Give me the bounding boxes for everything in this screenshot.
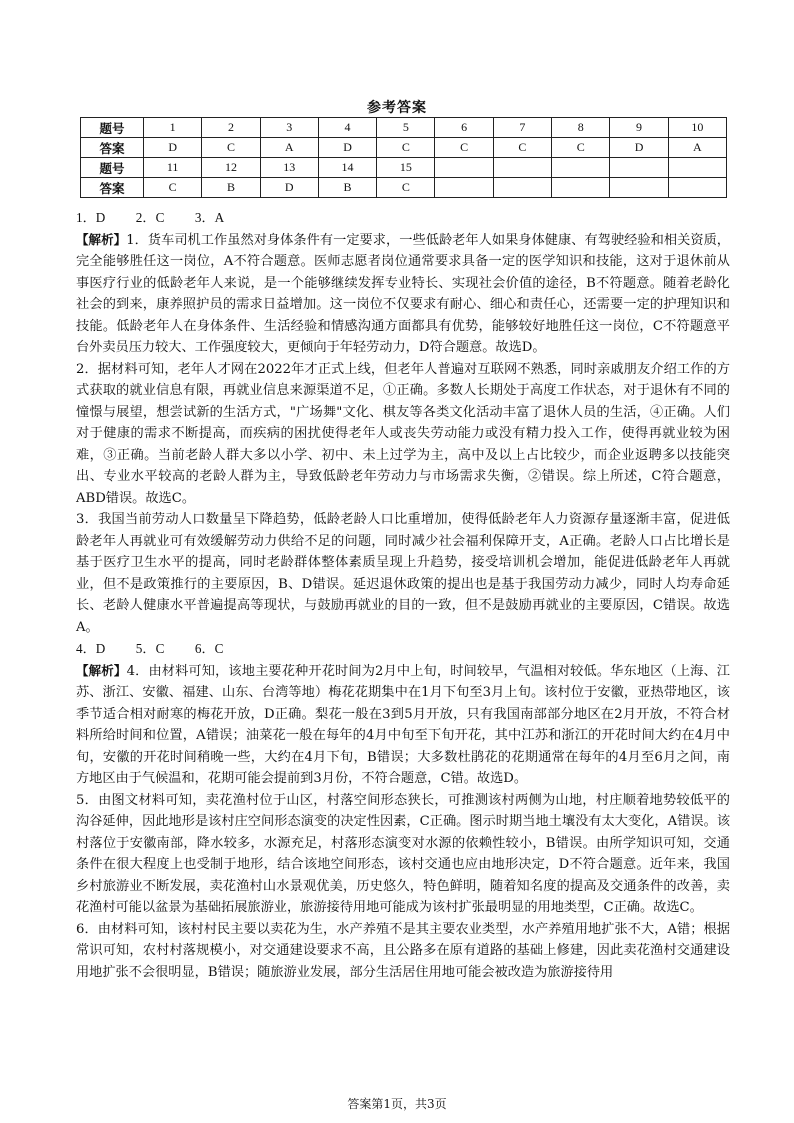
table-cell: 10 [668,118,726,138]
explanation-q1 [76,229,730,359]
table-cell: C [435,138,493,158]
table-cell: 7 [493,118,551,138]
table-cell: C [377,178,435,198]
table-row-answers-2 [81,178,727,198]
table-cell: C [377,138,435,158]
table-cell: D [144,138,202,158]
analysis-tag: 【解析】 [76,231,127,247]
table-row-question-numbers-1 [81,118,727,138]
table-cell: C [552,138,610,158]
table-cell: D [318,138,376,158]
explanation-q1-text: 1．货车司机工作虽然对身体条件有一定要求，一些低龄老年人如果身体健康、有驾驶经验和相关资质，完全能够胜任这一岗位，A不符合题意。医师志愿者岗位通常要求具备一定的医学知识和技能，这对于退休前从事医疗行业的低龄老年人来说，是一个能够继续发挥专业特长、实现社会价值的途径，B不符题意。随着老龄化社会的到来，康养照护员的需求日益增加。这一岗位不仅要求有耐心、细心和责任心，还需要一定的护理知识和技能。低龄老年人在身体条件、生活经验和情感沟通方面都具有优势，能够较好地胜任这一岗位，C不符题意平台外卖员压力较大、工作强度较大，更倾向于年轻劳动力，D符合题意。故选D。 [76,232,730,355]
table-row-question-numbers-2 [81,158,727,178]
table-cell: C [493,138,551,158]
page-title: 参考答案 [367,100,427,116]
table-cell [435,158,493,178]
table-cell [668,158,726,178]
table-cell: A [260,138,318,158]
table-cell: C [202,138,260,158]
table-cell [552,158,610,178]
table-cell: B [318,178,376,198]
table-cell: 5 [377,118,435,138]
row-label-question: 题号 [81,118,144,138]
table-cell [493,178,551,198]
table-cell: D [260,178,318,198]
table-cell: B [202,178,260,198]
table-cell [610,178,668,198]
table-cell: 1 [144,118,202,138]
explanation-q6: 6．由材料可知，该村村民主要以卖花为生，水产养殖不是其主要农业类型，水产养殖用地扩张不大，A错；根据常识可知，农村村落规模小，对交通建设要求不高，且公路多在原有道路的基础上修建，因此卖花渔村交通建设用地扩张不会很明显，B错误；随旅游业发展，部分生活居住用地可能会被改造为旅游接待用 [76,921,730,980]
group-2-short-answers: 4．D 5．C 6．C [76,641,224,656]
table-cell: 14 [318,158,376,178]
explanation-q4 [76,660,730,790]
table-cell: 13 [260,158,318,178]
explanation-q4-text: 4．由材料可知，该地主要花种开花时间为2月中上旬，时间较早，气温相对较低。华东地区（上海、江苏、浙江、安徽、福建、山东、台湾等地）梅花花期集中在1月下旬至3月上旬。该村位于安徽，亚热带地区，该季节适合相对耐寒的梅花开放，D正确。梨花一般在3到5月开放，只有我国南部部分地区在2月开放，不符合材料所给时间和位置，A错误；油菜花一般在每年的4月中旬至下旬开花，其中江苏和浙江的开花时间大约在4月中旬，安徽的开花时间稍晚一些，大约在4月下旬，B错误；大多数杜鹃花的花期通常在每年的4月至6月之间，南方地区由于气候温和，花期可能会提前到3月份，不符合题意，C错。故选D。 [76,663,730,786]
table-cell: 15 [377,158,435,178]
row-label-answer: 答案 [81,138,144,158]
group-1-short-answers: 1．D 2．C 3．A [76,210,225,225]
table-cell: 4 [318,118,376,138]
table-cell: 11 [144,158,202,178]
row-label-answer: 答案 [81,178,144,198]
answer-table [80,117,727,198]
table-cell: 3 [260,118,318,138]
explanation-q2: 2．据材料可知，老年人才网在2022年才正式上线，但老年人普遍对互联网不熟悉，同时亲戚朋友介绍工作的方式获取的就业信息有限，再就业信息来源渠道不足，①正确。多数人长期处于高度工作状态，对于退休有不同的憧憬与展望，想尝试新的生活方式，"广场舞"文化、棋友等各类文化活动丰富了退休人员的生活，④正确。人们对于健康的需求不断提高，而疾病的困扰使得老年人或丧失劳动能力或没有精力投入工作，使得再就业较为困难，③正确。当前老龄人群大多以小学、初中、未上过学为主，高中及以上占比较少，而企业返聘多以技能突出、专业水平较高的老龄人群为主，导致低龄老年劳动力与市场需求失衡，②错误。综上所述，C符合题意，ABD错误。故选C。 [76,361,730,506]
table-cell: 2 [202,118,260,138]
answer-explanations [76,207,730,983]
table-cell [493,158,551,178]
table-cell: 8 [552,118,610,138]
table-row-answers-1 [81,138,727,158]
table-cell [668,178,726,198]
table-cell: D [610,138,668,158]
table-cell: A [668,138,726,158]
table-cell: 9 [610,118,668,138]
row-label-question: 题号 [81,158,144,178]
table-cell: C [144,178,202,198]
table-cell [552,178,610,198]
analysis-tag: 【解析】 [76,662,127,678]
table-cell [435,178,493,198]
page-footer: 答案第1页，共3页 [347,1097,447,1111]
explanation-q3: 3．我国当前劳动人口数量呈下降趋势，低龄老龄人口比重增加，使得低龄老年人力资源存量逐渐丰富，促进低龄老年人再就业可有效缓解劳动力供给不足的问题，同时减少社会福利保障开支，A正确。老龄人口占比增长是基于医疗卫生水平的提高，同时老龄群体整体素质呈现上升趋势，接受培训机会增加，能促进低龄老年人再就业，但不是政策推行的主要原因，B、D错误。延迟退休政策的提出也是基于我国劳动力减少，同时人均寿命延长、老龄人健康水平普遍提高等现状，与鼓励再就业的目的一致，但不是鼓励再就业的主要原因，C错误。故选A。 [76,512,730,635]
table-cell: 12 [202,158,260,178]
table-cell [610,158,668,178]
explanation-q5: 5．由图文材料可知，卖花渔村位于山区，村落空间形态狭长，可推测该村两侧为山地，村庄顺着地势较低平的沟谷延伸，因此地形是该村庄空间形态演变的决定性因素，C正确。图示时期当地土壤没有太大变化，A错误。该村落位于安徽南部，降水较多，水源充足，村落形态演变对水源的依赖性较小，B错误。由所学知识可知，交通条件在很大程度上也受制于地形，结合该地空间形态，该村交通也应由地形决定，D不符合题意。近年来，我国乡村旅游业不断发展，卖花渔村山水景观优美，历史悠久，特色鲜明，随着知名度的提高及交通条件的改善，卖花渔村可能以盆景为基础拓展旅游业，旅游接待用地可能成为该村扩张最明显的用地类型，C正确。故选C。 [76,792,730,915]
table-cell: 6 [435,118,493,138]
